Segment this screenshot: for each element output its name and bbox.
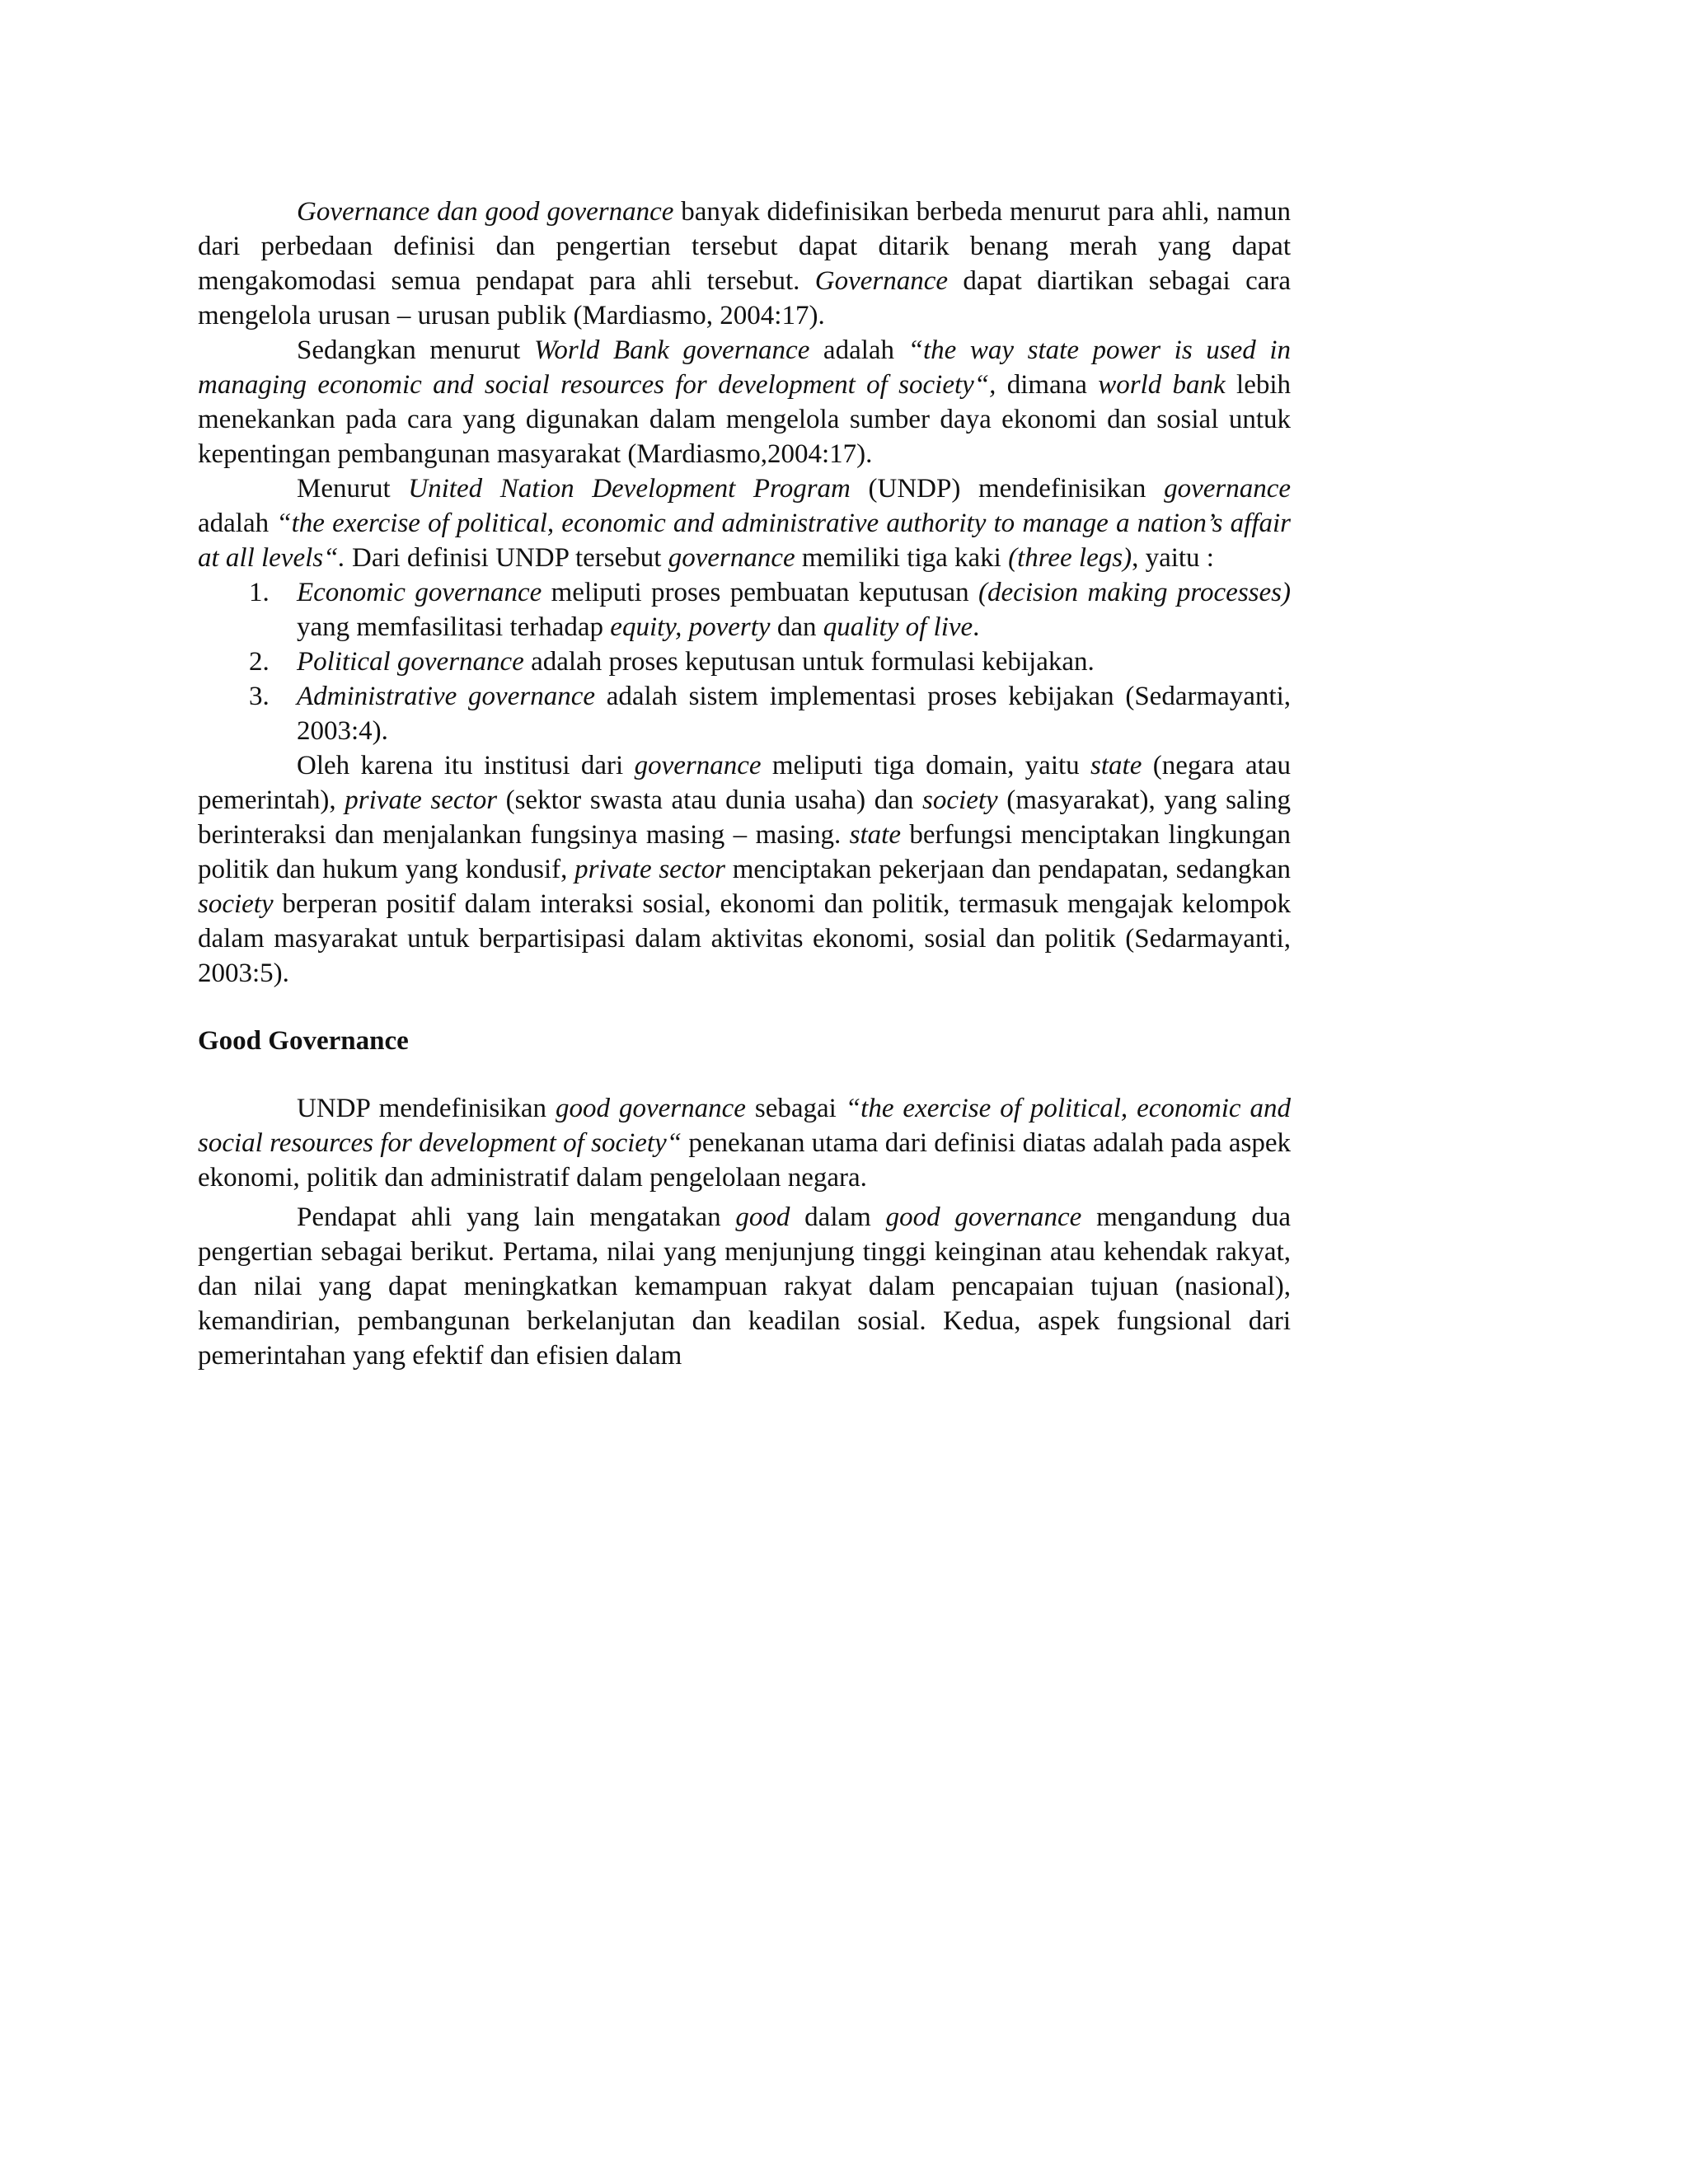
text-segment: penekanan utama dari definisi diatas adalah pada aspek ekonomi, politik dan administratif dalam pengelolaan negara. xyxy=(198,1128,1291,1193)
text-segment: World Bank governance xyxy=(533,335,810,365)
text-segment: Sedangkan menurut xyxy=(297,335,534,365)
text-segment: (masyarakat), yang saling berinteraksi dan menjalankan fungsinya masing – masing. xyxy=(198,785,1291,850)
text-segment: meliputi tiga domain, yaitu xyxy=(761,751,1091,780)
document-page xyxy=(198,194,1291,1373)
text-segment: (three legs) xyxy=(1008,543,1132,573)
text-segment: governance xyxy=(634,751,762,780)
text-segment: world bank xyxy=(1098,370,1226,400)
three-legs-list xyxy=(198,575,1291,748)
text-segment: Menurut xyxy=(297,474,409,504)
text-segment: Governance dan good governance xyxy=(297,197,674,227)
list-item xyxy=(198,679,1291,748)
text-segment: state xyxy=(1090,751,1142,780)
paragraph-undp xyxy=(198,471,1291,575)
text-segment: mengandung dua pengertian sebagai berikut. Pertama, nilai yang menjunjung tinggi keinginan atau kehendak rakyat, dan nilai yang dapat meningkatkan kemampuan rakyat dalam pencapaian tujuan (nasional), kemandirian, pembangunan berkelanjutan dan keadilan sosial. Kedua, aspek fungsional dari pemerintahan yang efektif dan efisien dalam xyxy=(198,1202,1291,1371)
text-segment: adalah proses keputusan untuk formulasi kebijakan. xyxy=(523,647,1095,677)
text-segment: adalah xyxy=(198,509,277,538)
text-segment: “the way state power is used in managing economic and social resources for development of society“, xyxy=(198,335,1291,400)
list-number: 2. xyxy=(249,647,270,677)
list-number: 1. xyxy=(249,578,270,607)
text-segment: equity, poverty xyxy=(610,612,771,642)
text-segment: good governance xyxy=(885,1202,1082,1232)
paragraph-institutions xyxy=(198,748,1291,991)
paragraph-world-bank xyxy=(198,333,1291,471)
text-segment: adalah xyxy=(809,335,908,365)
text-segment: Dari definisi UNDP tersebut xyxy=(345,543,668,573)
text-segment: dan xyxy=(770,612,823,642)
text-segment: society xyxy=(922,785,998,815)
text-segment: adalah sistem implementasi proses kebijakan (Sedarmayanti, 2003:4). xyxy=(297,682,1292,746)
text-segment: menciptakan pekerjaan dan pendapatan, sedangkan xyxy=(725,855,1292,884)
text-segment: meliputi proses pembuatan keputusan xyxy=(542,578,979,607)
text-segment: Oleh karena itu institusi dari xyxy=(297,751,635,780)
text-segment: Governance xyxy=(814,266,948,296)
text-segment: , yaitu : xyxy=(1132,543,1214,573)
text-segment: . xyxy=(973,612,980,642)
text-segment: good xyxy=(735,1202,790,1232)
paragraph-expert-opinion xyxy=(198,1200,1291,1373)
text-segment: dapat diartikan sebagai cara mengelola urusan – urusan publik (Mardiasmo, 2004:17). xyxy=(198,266,1291,330)
text-segment: quality of live xyxy=(823,612,973,642)
text-segment: yang memfasilitasi terhadap xyxy=(297,612,611,642)
text-segment: dimana xyxy=(996,370,1099,400)
text-segment: “the exercise of political, economic and social resources for development of society“ xyxy=(198,1094,1291,1158)
text-segment: berperan positif dalam interaksi sosial, ekonomi dan politik, termasuk mengajak kelompok dalam masyarakat untuk berpartisipasi dalam aktivitas ekonomi, sosial dan politik (Sedarmayanti, 2003:5). xyxy=(198,889,1291,988)
text-segment: memiliki tiga kaki xyxy=(795,543,1009,573)
text-segment: banyak didefinisikan berbeda menurut para ahli, namun dari perbedaan definisi dan pengertian tersebut dapat ditarik benang merah yang dapat mengakomodasi semua pendapat para ahli tersebut. xyxy=(198,197,1291,296)
text-segment: private sector xyxy=(345,785,498,815)
text-segment: Economic governance xyxy=(297,578,542,607)
text-segment: “the exercise of political, economic and administrative authority to manage a nation’s affair at all levels“. xyxy=(198,509,1292,573)
section-heading: Good Governance xyxy=(198,1026,409,1056)
list-item xyxy=(198,644,1291,679)
text-segment: private sector xyxy=(574,855,725,884)
text-segment: Administrative governance xyxy=(297,682,595,711)
text-segment: UNDP mendefinisikan xyxy=(297,1094,556,1123)
text-segment: berfungsi menciptakan lingkungan politik dan hukum yang kondusif, xyxy=(198,820,1291,884)
text-segment: (decision making processes) xyxy=(978,578,1291,607)
text-segment: United Nation Development Program xyxy=(408,474,851,504)
list-number: 3. xyxy=(249,682,270,711)
text-segment: (sektor swasta atau dunia usaha) dan xyxy=(497,785,923,815)
text-segment: (negara atau pemerintah), xyxy=(198,751,1291,815)
text-segment: governance xyxy=(668,543,795,573)
text-segment: Political governance xyxy=(297,647,524,677)
text-segment: (UNDP) mendefinisikan xyxy=(850,474,1165,504)
text-segment: state xyxy=(849,820,901,850)
text-segment: sebagai xyxy=(745,1094,846,1123)
text-segment: lebih menekankan pada cara yang digunakan dalam mengelola sumber daya ekonomi dan sosial untuk kepentingan pembangunan masyarakat (Mardiasmo,2004:17). xyxy=(198,370,1292,469)
list-item xyxy=(198,575,1291,644)
text-segment: governance xyxy=(1164,474,1291,504)
paragraph-governance-definition xyxy=(198,194,1291,333)
text-segment: dalam xyxy=(790,1202,886,1232)
text-segment: society xyxy=(198,889,274,919)
paragraph-undp-good-governance xyxy=(198,1091,1291,1195)
text-segment: good governance xyxy=(556,1094,746,1123)
text-segment: Pendapat ahli yang lain mengatakan xyxy=(297,1202,736,1232)
